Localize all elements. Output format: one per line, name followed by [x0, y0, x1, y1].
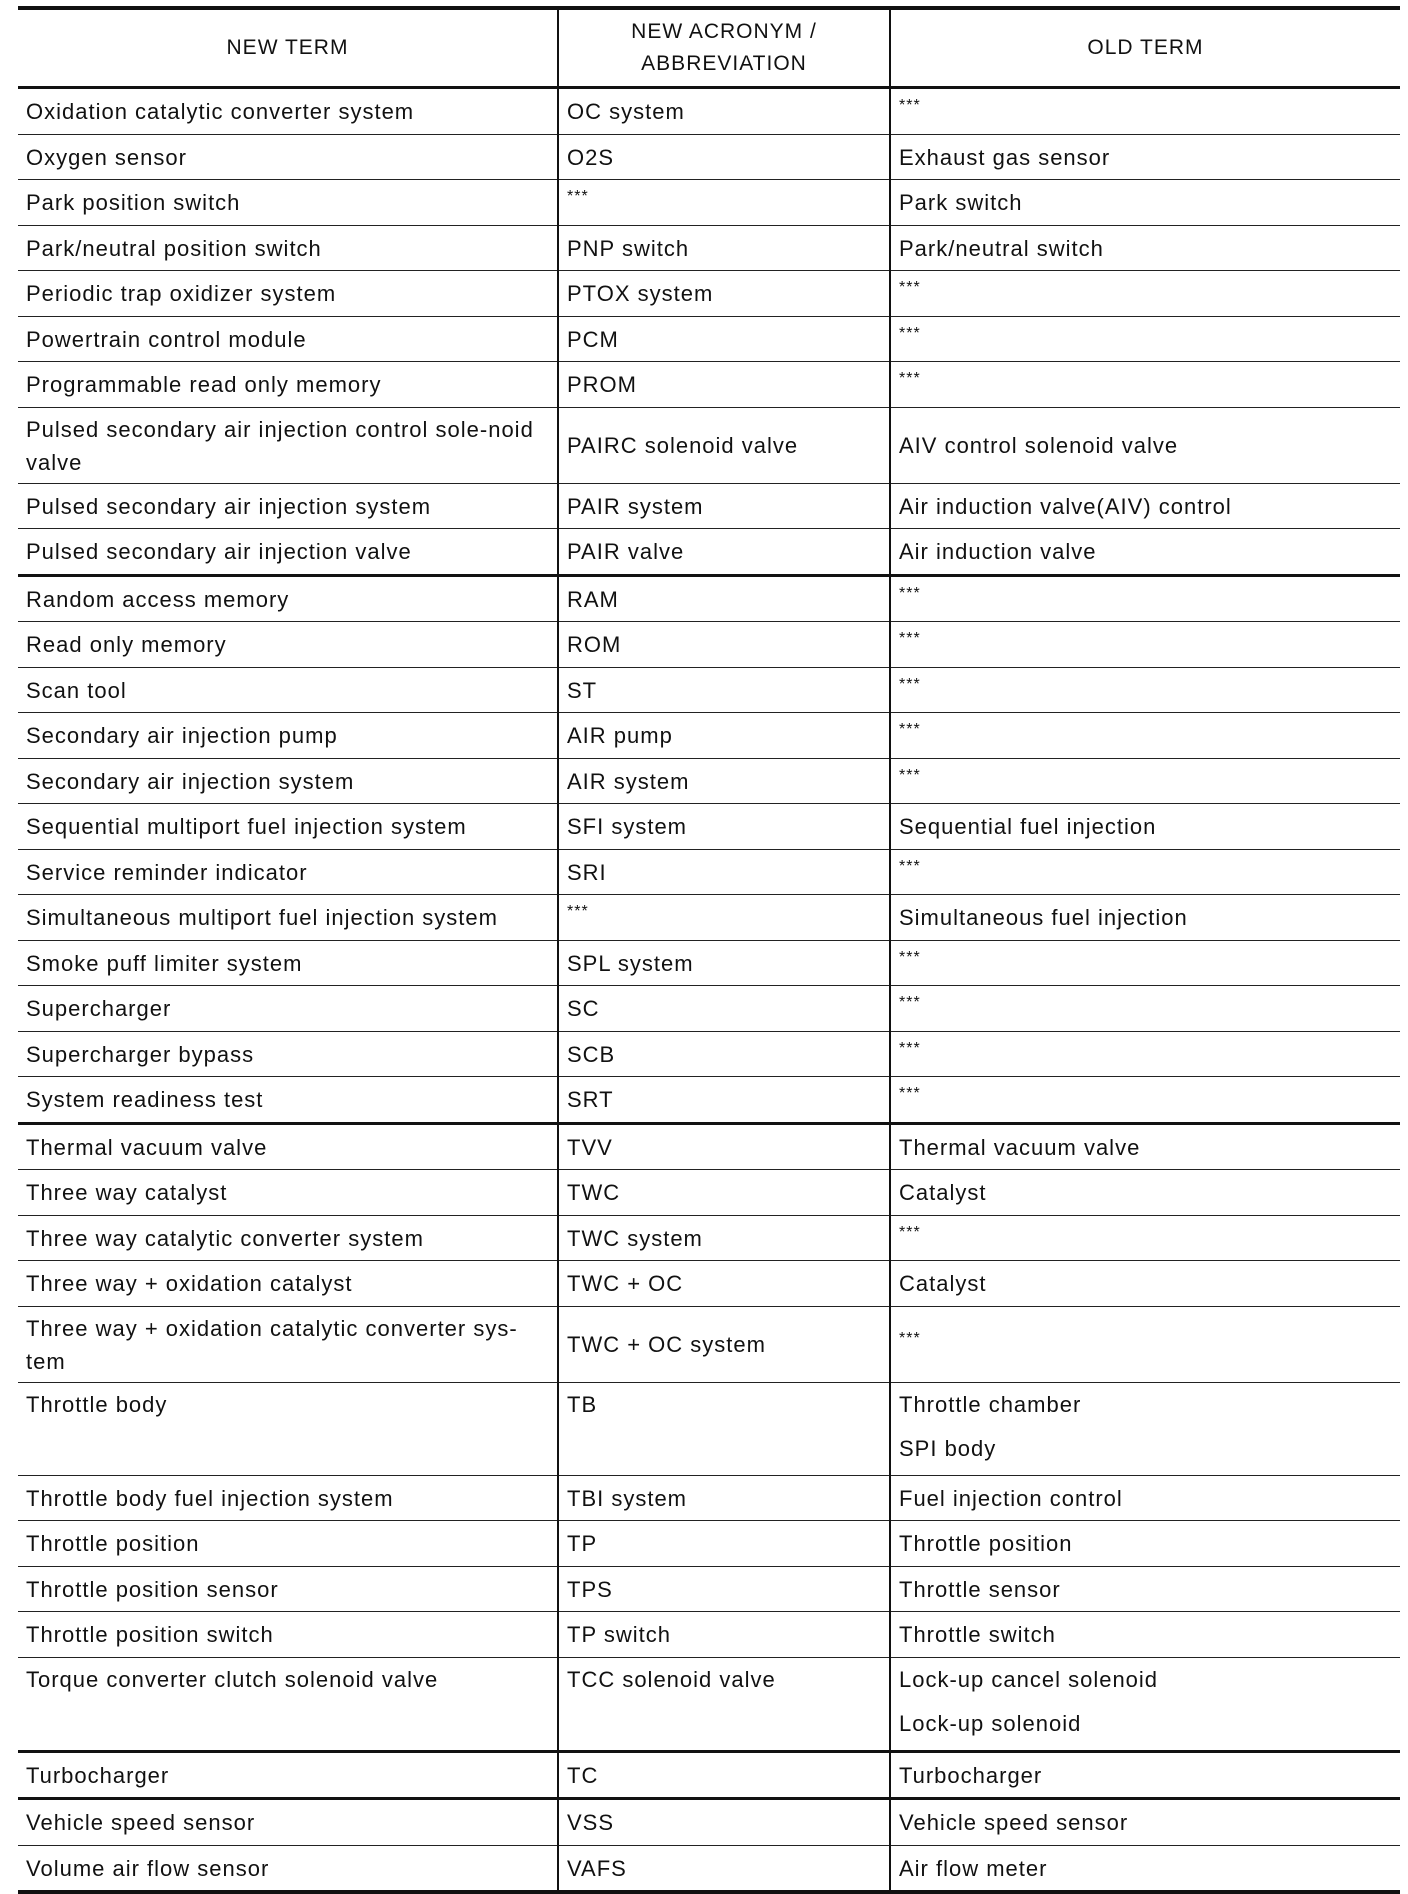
new-term-cell — [18, 758, 558, 804]
acronym-cell — [558, 134, 890, 180]
acronym-cell — [558, 529, 890, 576]
acronym-cell-text: SRI — [567, 859, 607, 885]
new-term-cell-text: Throttle body fuel injection system — [26, 1485, 394, 1511]
old-term-cell — [890, 1306, 1400, 1382]
old-term-cell-text: Lock-up cancel solenoid — [899, 1666, 1159, 1692]
old-term-cell — [890, 271, 1400, 317]
acronym-cell-text: TBI system — [567, 1485, 688, 1511]
new-term-cell-text: Pulsed secondary air injection valve — [26, 539, 412, 565]
acronym-cell — [558, 1123, 890, 1170]
acronym-cell — [558, 225, 890, 271]
old-term-cell-text: Park switch — [899, 190, 1023, 216]
new-term-cell-text: Torque converter clutch solenoid valve — [26, 1666, 439, 1692]
acronym-cell — [558, 316, 890, 362]
acronym-cell — [558, 362, 890, 408]
table-row — [18, 1521, 1400, 1567]
old-term-cell — [890, 804, 1400, 850]
new-term-cell-text: Park position switch — [26, 190, 241, 216]
old-term-cell — [890, 1566, 1400, 1612]
old-term-cell-text: Sequential fuel injection — [899, 814, 1157, 840]
old-term-header: OLD TERM — [890, 8, 1400, 88]
old-term-cell-text: *** — [899, 630, 921, 648]
table-row — [18, 180, 1400, 226]
new-term-cell — [18, 713, 558, 759]
table-row — [18, 849, 1400, 895]
new-term-cell — [18, 1475, 558, 1521]
old-term-cell-text: Catalyst — [899, 1180, 987, 1206]
new-term-cell-text: Powertrain control module — [26, 326, 307, 352]
acronym-cell — [558, 1799, 890, 1846]
old-term-cell — [890, 1031, 1400, 1077]
table-body — [18, 88, 1400, 1893]
acronym-cell-text: RAM — [567, 586, 619, 612]
table-row — [18, 407, 1400, 483]
new-term-cell — [18, 1123, 558, 1170]
table-row — [18, 1657, 1400, 1751]
acronym-cell-text: SPL system — [567, 950, 694, 976]
acronym-cell-text: ST — [567, 677, 598, 703]
acronym-cell-text: PAIRC solenoid valve — [567, 433, 799, 458]
acronym-cell — [558, 407, 890, 483]
new-term-cell-text: Three way + oxidation catalytic converter sys-tem — [26, 1315, 518, 1374]
old-term-cell-text: Vehicle speed sensor — [899, 1810, 1129, 1836]
old-term-cell-text: *** — [899, 857, 921, 875]
old-term-cell — [890, 1077, 1400, 1124]
acronym-cell — [558, 986, 890, 1032]
old-term-cell — [890, 134, 1400, 180]
old-term-cell-text: Throttle position — [899, 1531, 1073, 1557]
new-term-cell — [18, 622, 558, 668]
acronym-cell-text: ROM — [567, 632, 622, 658]
new-term-cell — [18, 1845, 558, 1892]
table-row — [18, 88, 1400, 135]
acronym-cell — [558, 483, 890, 529]
new-term-cell — [18, 134, 558, 180]
old-term-cell — [890, 1123, 1400, 1170]
new-term-cell — [18, 316, 558, 362]
acronym-cell — [558, 271, 890, 317]
new-term-cell — [18, 804, 558, 850]
old-term-cell — [890, 575, 1400, 622]
table-row — [18, 575, 1400, 622]
new-term-cell-text: Oxidation catalytic converter system — [26, 99, 415, 125]
new-term-cell-text: Throttle position switch — [26, 1622, 274, 1648]
new-term-cell-text: Sequential multiport fuel injection system — [26, 814, 467, 840]
old-term-cell-text: *** — [899, 994, 921, 1012]
acronym-cell — [558, 713, 890, 759]
acronym-cell — [558, 1382, 890, 1475]
table-row — [18, 483, 1400, 529]
table-row — [18, 1799, 1400, 1846]
new-term-cell — [18, 1657, 558, 1751]
old-term-cell — [890, 713, 1400, 759]
table-row — [18, 1123, 1400, 1170]
acronym-cell-text: PTOX system — [567, 281, 714, 307]
old-term-cell-text: *** — [899, 1085, 921, 1103]
table-row — [18, 529, 1400, 576]
old-term-cell — [890, 895, 1400, 941]
old-term-cell — [890, 88, 1400, 135]
acronym-cell — [558, 849, 890, 895]
new-term-cell-text: Vehicle speed sensor — [26, 1810, 256, 1836]
acronym-cell-text: AIR pump — [567, 723, 673, 749]
old-term-cell — [890, 1261, 1400, 1307]
new-term-cell — [18, 667, 558, 713]
new-term-cell — [18, 1799, 558, 1846]
acronym-cell-text: TWC system — [567, 1225, 703, 1251]
new-term-cell — [18, 895, 558, 941]
old-term-cell — [890, 622, 1400, 668]
new-term-cell — [18, 1215, 558, 1261]
acronym-cell — [558, 1845, 890, 1892]
new-term-cell-text: Throttle position sensor — [26, 1576, 279, 1602]
table-header-row — [18, 8, 1400, 88]
acronym-cell-text: TP — [567, 1531, 598, 1557]
table-row — [18, 316, 1400, 362]
new-term-cell — [18, 1170, 558, 1216]
table-row — [18, 1475, 1400, 1521]
acronym-cell-text: SRT — [567, 1087, 614, 1113]
old-term-cell-text: Catalyst — [899, 1271, 987, 1297]
new-term-cell — [18, 225, 558, 271]
acronym-cell-text: TWC — [567, 1180, 621, 1206]
table-row — [18, 758, 1400, 804]
acronym-cell — [558, 1612, 890, 1658]
table-row — [18, 225, 1400, 271]
old-term-cell-text: *** — [899, 97, 921, 115]
old-term-cell — [890, 940, 1400, 986]
acronym-cell-text: VAFS — [567, 1855, 627, 1881]
new-term-cell-text: Read only memory — [26, 632, 227, 658]
new-term-cell — [18, 1261, 558, 1307]
acronym-cell — [558, 575, 890, 622]
acronym-cell — [558, 1306, 890, 1382]
new-term-cell-text: Turbocharger — [26, 1762, 170, 1788]
acronym-cell — [558, 940, 890, 986]
acronym-cell-text: SC — [567, 996, 600, 1022]
acronym-cell — [558, 667, 890, 713]
new-term-header: NEW TERM — [18, 8, 558, 88]
acronym-cell-text: PAIR valve — [567, 539, 685, 565]
acronym-cell — [558, 1077, 890, 1124]
new-term-cell-text: Volume air flow sensor — [26, 1855, 270, 1881]
old-term-cell — [890, 1215, 1400, 1261]
new-term-cell — [18, 483, 558, 529]
old-term-cell-text: Exhaust gas sensor — [899, 144, 1111, 170]
old-term-cell-text-2: SPI body — [899, 1435, 997, 1461]
new-term-cell — [18, 1306, 558, 1382]
old-term-cell — [890, 316, 1400, 362]
acronym-cell — [558, 88, 890, 135]
new-term-cell-text: Pulsed secondary air injection control sole-noid valve — [26, 416, 534, 475]
new-term-cell — [18, 529, 558, 576]
old-term-cell — [890, 483, 1400, 529]
new-term-cell-text: Simultaneous multiport fuel injection system — [26, 905, 498, 931]
old-term-cell-text: Simultaneous fuel injection — [899, 905, 1188, 931]
acronym-cell — [558, 1521, 890, 1567]
acronym-cell — [558, 1657, 890, 1751]
table-row — [18, 271, 1400, 317]
old-term-cell-text: *** — [899, 584, 921, 602]
acronym-cell-text: TCC solenoid valve — [567, 1666, 776, 1692]
old-term-cell-text: *** — [899, 1039, 921, 1057]
acronym-cell — [558, 1261, 890, 1307]
new-term-cell-text: Secondary air injection system — [26, 768, 355, 794]
new-term-cell — [18, 986, 558, 1032]
acronym-cell — [558, 1031, 890, 1077]
old-term-cell-text: *** — [899, 279, 921, 297]
new-term-cell — [18, 1077, 558, 1124]
new-term-cell-text: Supercharger bypass — [26, 1041, 255, 1067]
new-term-cell-text: Throttle position — [26, 1531, 200, 1557]
old-term-cell — [890, 362, 1400, 408]
table-row — [18, 1170, 1400, 1216]
new-term-cell — [18, 575, 558, 622]
table-row — [18, 986, 1400, 1032]
table-row — [18, 1845, 1400, 1892]
acronym-cell-text: *** — [567, 188, 589, 206]
new-term-cell-text: System readiness test — [26, 1087, 264, 1113]
acronym-cell — [558, 895, 890, 941]
table-row — [18, 713, 1400, 759]
acronym-cell-text: PAIR system — [567, 493, 704, 519]
acronym-cell-text: VSS — [567, 1810, 615, 1836]
table-row — [18, 1077, 1400, 1124]
table-row — [18, 1306, 1400, 1382]
new-term-cell — [18, 849, 558, 895]
old-term-cell — [890, 1612, 1400, 1658]
new-term-cell-text: Park/neutral position switch — [26, 235, 322, 261]
acronym-cell-text: TVV — [567, 1134, 613, 1160]
old-term-cell — [890, 1751, 1400, 1799]
new-term-cell-text: Random access memory — [26, 586, 290, 612]
acronym-cell — [558, 1751, 890, 1799]
old-term-cell-text: AIV control solenoid valve — [899, 433, 1179, 458]
old-term-cell-text-2: Lock-up solenoid — [899, 1710, 1082, 1736]
table-row — [18, 362, 1400, 408]
new-term-cell — [18, 271, 558, 317]
new-term-cell-text: Smoke puff limiter system — [26, 950, 303, 976]
table-row — [18, 134, 1400, 180]
new-term-cell — [18, 1612, 558, 1658]
acronym-cell — [558, 1215, 890, 1261]
old-term-cell — [890, 1657, 1400, 1751]
table-row — [18, 667, 1400, 713]
acronym-cell — [558, 1475, 890, 1521]
old-term-cell — [890, 1799, 1400, 1846]
new-term-cell-text: Supercharger — [26, 996, 172, 1022]
acronym-cell-text: PCM — [567, 326, 619, 352]
old-term-cell — [890, 1521, 1400, 1567]
acronym-cell-text: AIR system — [567, 768, 690, 794]
acronym-cell-text: *** — [567, 903, 589, 921]
old-term-cell-text: *** — [899, 370, 921, 388]
old-term-cell — [890, 1475, 1400, 1521]
table-row — [18, 940, 1400, 986]
table-row — [18, 1215, 1400, 1261]
new-term-cell-text: Scan tool — [26, 677, 127, 703]
new-term-cell-text: Programmable read only memory — [26, 372, 382, 398]
acronym-cell-text: TWC + OC — [567, 1271, 684, 1297]
acronym-cell — [558, 804, 890, 850]
old-term-cell-text: Throttle switch — [899, 1622, 1056, 1648]
old-term-cell-text: Throttle chamber — [899, 1391, 1082, 1417]
new-term-cell — [18, 1566, 558, 1612]
old-term-cell-text: Air induction valve — [899, 539, 1097, 565]
new-term-cell-text: Throttle body — [26, 1391, 168, 1417]
new-term-cell-text: Oxygen sensor — [26, 144, 187, 170]
new-term-cell — [18, 1751, 558, 1799]
old-term-cell — [890, 1170, 1400, 1216]
terminology-sheet — [18, 6, 1400, 1894]
acronym-cell — [558, 180, 890, 226]
new-term-cell-text: Pulsed secondary air injection system — [26, 493, 432, 519]
old-term-cell — [890, 1382, 1400, 1475]
new-term-cell-text: Service reminder indicator — [26, 859, 308, 885]
table-row — [18, 1031, 1400, 1077]
old-term-cell-text: Park/neutral switch — [899, 235, 1104, 261]
new-term-cell-text: Thermal vacuum valve — [26, 1134, 268, 1160]
new-term-cell-text: Secondary air injection pump — [26, 723, 338, 749]
new-acronym-header — [558, 8, 890, 88]
table-row — [18, 1751, 1400, 1799]
table-row — [18, 622, 1400, 668]
old-term-cell-text: Air induction valve(AIV) control — [899, 493, 1232, 519]
old-term-cell-text: *** — [899, 1223, 921, 1241]
acronym-cell-text: TP switch — [567, 1622, 671, 1648]
acronym-cell-text: SFI system — [567, 814, 688, 840]
table-row — [18, 1382, 1400, 1475]
old-term-cell — [890, 667, 1400, 713]
new-term-cell — [18, 1382, 558, 1475]
acronym-cell-text: TWC + OC system — [567, 1332, 766, 1357]
acronym-cell-text: TB — [567, 1391, 598, 1417]
acronym-cell-text: PNP switch — [567, 235, 690, 261]
new-term-cell — [18, 88, 558, 135]
table-row — [18, 1612, 1400, 1658]
acronym-cell — [558, 1170, 890, 1216]
acronym-cell-text: SCB — [567, 1041, 616, 1067]
old-term-cell — [890, 529, 1400, 576]
new-term-cell — [18, 1521, 558, 1567]
acronym-cell-text: OC system — [567, 99, 685, 125]
old-term-cell-text: *** — [899, 324, 921, 342]
acronym-cell — [558, 622, 890, 668]
old-term-cell — [890, 225, 1400, 271]
old-term-cell — [890, 849, 1400, 895]
old-term-cell — [890, 407, 1400, 483]
old-term-cell-text: *** — [899, 948, 921, 966]
new-term-cell — [18, 362, 558, 408]
new-term-cell — [18, 940, 558, 986]
acronym-cell-text: PROM — [567, 372, 637, 398]
new-term-cell — [18, 407, 558, 483]
acronym-cell-text: O2S — [567, 144, 615, 170]
old-term-cell — [890, 758, 1400, 804]
table-row — [18, 895, 1400, 941]
acronym-cell — [558, 758, 890, 804]
table-row — [18, 804, 1400, 850]
old-term-cell-text: Fuel injection control — [899, 1485, 1123, 1511]
old-term-cell-text: Throttle sensor — [899, 1576, 1061, 1602]
old-term-cell-text: *** — [899, 675, 921, 693]
acronym-cell-text: TPS — [567, 1576, 613, 1602]
new-term-cell-text: Three way + oxidation catalyst — [26, 1271, 353, 1297]
acronym-cell — [558, 1566, 890, 1612]
terminology-table — [18, 6, 1400, 1894]
old-term-cell-text: *** — [899, 766, 921, 784]
old-term-cell-text: *** — [899, 721, 921, 739]
new-term-cell — [18, 180, 558, 226]
acronym-cell-text: TC — [567, 1762, 599, 1788]
old-term-cell — [890, 180, 1400, 226]
old-term-cell — [890, 986, 1400, 1032]
old-term-cell-text: Thermal vacuum valve — [899, 1134, 1141, 1160]
table-row — [18, 1566, 1400, 1612]
new-term-cell-text: Three way catalyst — [26, 1180, 228, 1206]
old-term-cell-text: Air flow meter — [899, 1855, 1048, 1881]
new-term-cell — [18, 1031, 558, 1077]
new-acronym-header-line1: NEW ACRONYM / — [631, 20, 817, 43]
old-term-cell — [890, 1845, 1400, 1892]
new-term-cell-text: Three way catalytic converter system — [26, 1225, 424, 1251]
old-term-cell-text: *** — [899, 1330, 921, 1347]
new-term-cell-text: Periodic trap oxidizer system — [26, 281, 337, 307]
new-acronym-header-line2: ABBREVIATION — [641, 52, 807, 75]
table-row — [18, 1261, 1400, 1307]
old-term-cell-text: Turbocharger — [899, 1762, 1043, 1788]
